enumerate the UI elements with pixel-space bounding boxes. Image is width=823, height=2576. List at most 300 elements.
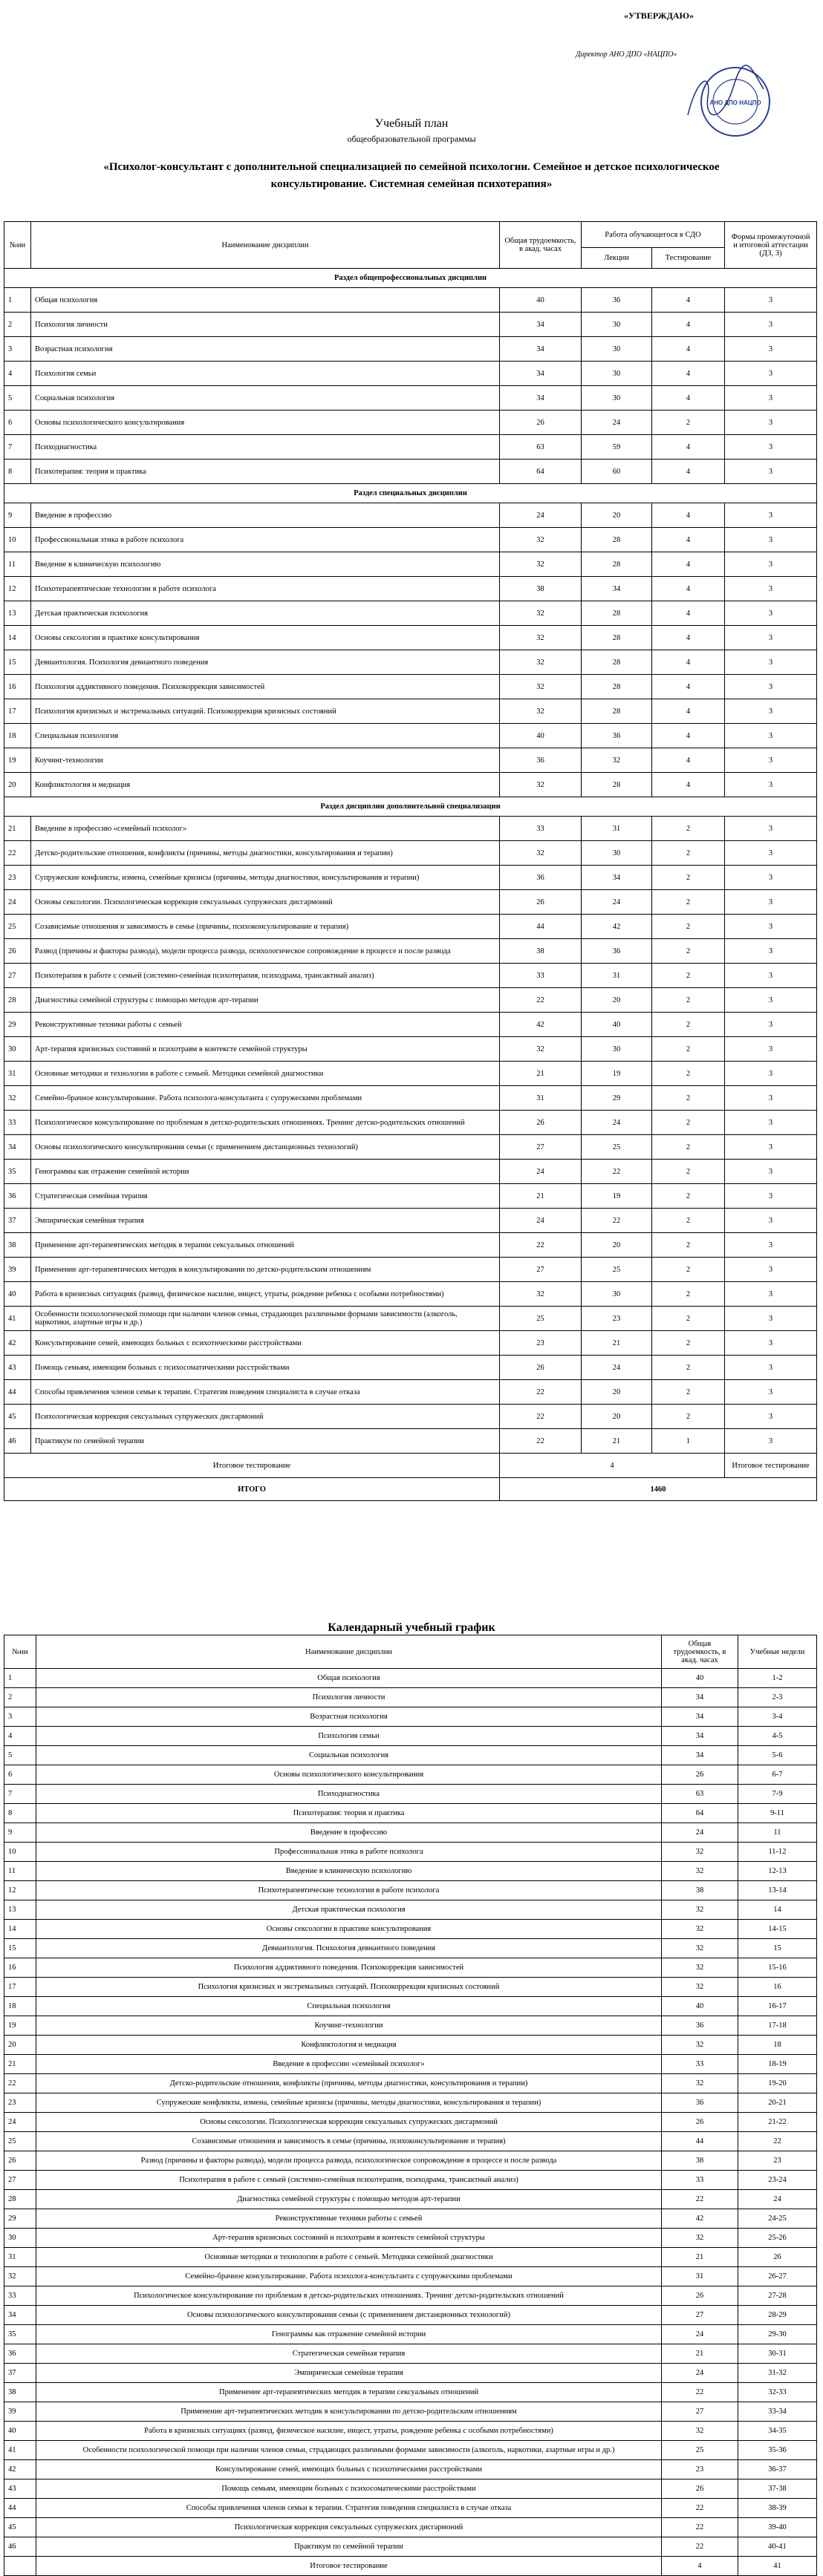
table-row [4, 1958, 817, 1978]
study-weeks: 5-6 [738, 1746, 817, 1765]
lecture-hours: 30 [582, 313, 652, 337]
row-number: 43 [4, 1356, 31, 1380]
table-row [4, 2016, 817, 2036]
total-hours: 26 [500, 1111, 582, 1135]
table-row [4, 2248, 817, 2267]
row-number: 45 [4, 1405, 31, 1429]
study-weeks: 19-20 [738, 2074, 817, 2093]
table-row [4, 2055, 817, 2074]
testing-hours: 4 [652, 699, 725, 724]
discipline-name: Специальная психология [31, 724, 500, 748]
table-row [4, 1209, 817, 1233]
discipline-name: Девиантология. Психология девиантного поведения [31, 650, 500, 675]
table-row [4, 2383, 817, 2402]
study-weeks: 18-19 [738, 2055, 817, 2074]
row-number: 39 [4, 2402, 36, 2422]
row-number: 12 [4, 577, 31, 601]
discipline-name: Психологическая коррекция сексуальных супружеских дисгармоний [36, 2518, 662, 2537]
discipline-name: Конфликтология и медиация [31, 773, 500, 797]
table-row [4, 288, 817, 313]
table-row [4, 2441, 817, 2460]
table-row [4, 1013, 817, 1037]
row-number: 18 [4, 1997, 36, 2016]
total-hours: 32 [500, 601, 582, 626]
discipline-name: Введение в клиническую психологию [31, 552, 500, 577]
row-number: 14 [4, 1920, 36, 1939]
row-number: 41 [4, 1307, 31, 1331]
study-weeks: 30-31 [738, 2344, 817, 2364]
row-number: 34 [4, 2306, 36, 2325]
section-header-row [4, 269, 817, 288]
table-row [4, 890, 817, 915]
table-row [4, 552, 817, 577]
row-number: 23 [4, 2093, 36, 2113]
lecture-hours: 19 [582, 1184, 652, 1209]
study-weeks: 12-13 [738, 1862, 817, 1881]
discipline-name: Эмпирическая семейная терапия [31, 1209, 500, 1233]
total-hours: 26 [662, 2479, 738, 2499]
attestation-form: 3 [725, 915, 817, 939]
testing-hours: 2 [652, 1307, 725, 1331]
row-number: 11 [4, 552, 31, 577]
attestation-form: 3 [725, 1258, 817, 1282]
attestation-form: 3 [725, 1307, 817, 1331]
lecture-hours: 30 [582, 1037, 652, 1062]
lecture-hours: 20 [582, 1380, 652, 1405]
testing-hours: 2 [652, 964, 725, 988]
lecture-hours: 20 [582, 503, 652, 528]
attestation-form: 3 [725, 890, 817, 915]
total-hours: 40 [662, 1997, 738, 2016]
total-hours: 42 [500, 1013, 582, 1037]
row-number: 41 [4, 2441, 36, 2460]
attestation-form: 3 [725, 1135, 817, 1160]
attestation-form: 3 [725, 601, 817, 626]
table-row [4, 1727, 817, 1746]
testing-hours: 4 [652, 528, 725, 552]
testing-hours: 2 [652, 1282, 725, 1307]
testing-hours: 1 [652, 1429, 725, 1454]
total-hours: 32 [662, 1958, 738, 1978]
discipline-name: Детская практическая психология [36, 1900, 662, 1920]
row-number: 20 [4, 773, 31, 797]
table-row [4, 1746, 817, 1765]
lecture-hours: 34 [582, 866, 652, 890]
discipline-name: Психология семьи [31, 362, 500, 386]
testing-hours: 4 [652, 748, 725, 773]
total-hours: 64 [662, 1804, 738, 1823]
lecture-hours: 31 [582, 964, 652, 988]
study-weeks: 14-15 [738, 1920, 817, 1939]
table-row [4, 1380, 817, 1405]
row-number: 10 [4, 528, 31, 552]
discipline-name: Основы психологического консультирования [36, 1765, 662, 1785]
discipline-name: Психотерапия: теория и практика [36, 1804, 662, 1823]
study-weeks: 21-22 [738, 2113, 817, 2132]
testing-hours: 4 [652, 288, 725, 313]
discipline-name: Развод (причины и факторы развода), модели процесса развода, психологическое сопровождение в процессе и после развода [36, 2151, 662, 2171]
row-number: 21 [4, 2055, 36, 2074]
row-number: 43 [4, 2479, 36, 2499]
discipline-name: Психология семьи [36, 1727, 662, 1746]
table-row [4, 313, 817, 337]
study-weeks: 4-5 [738, 1727, 817, 1746]
total-hours: 24 [500, 1160, 582, 1184]
total-hours: 32 [500, 699, 582, 724]
lecture-hours: 24 [582, 411, 652, 435]
row-number: 30 [4, 1037, 31, 1062]
testing-hours: 4 [652, 503, 725, 528]
table-row [4, 1843, 817, 1862]
attestation-form: 3 [725, 1233, 817, 1258]
study-weeks: 24 [738, 2190, 817, 2209]
table-row [4, 1062, 817, 1086]
total-hours: 31 [500, 1086, 582, 1111]
row-number: 19 [4, 2016, 36, 2036]
attestation-form: 3 [725, 1209, 817, 1233]
lecture-hours: 28 [582, 601, 652, 626]
study-weeks: 39-40 [738, 2518, 817, 2537]
study-weeks: 16-17 [738, 1997, 817, 2016]
row-number: 37 [4, 1209, 31, 1233]
lecture-hours: 30 [582, 362, 652, 386]
attestation-form: 3 [725, 386, 817, 411]
attestation-form: 3 [725, 650, 817, 675]
plan-subtitle: общеобразовательной программы [347, 134, 476, 144]
row-number: 25 [4, 915, 31, 939]
testing-hours: 4 [652, 362, 725, 386]
discipline-name: Работа в кризисных ситуациях (развод, физическое насилие, инцест, утраты, рождение ребенка с особыми потребностями) [36, 2422, 662, 2441]
lecture-hours: 19 [582, 1062, 652, 1086]
study-weeks: 32-33 [738, 2383, 817, 2402]
attestation-form: 3 [725, 1405, 817, 1429]
study-weeks: 11-12 [738, 1843, 817, 1862]
attestation-form: 3 [725, 675, 817, 699]
row-number: 29 [4, 1013, 31, 1037]
study-weeks: 2-3 [738, 1688, 817, 1707]
testing-hours: 4 [652, 435, 725, 460]
discipline-name: Девиантология. Психология девиантного поведения [36, 1939, 662, 1958]
testing-hours: 4 [652, 337, 725, 362]
study-weeks: 40-41 [738, 2537, 817, 2557]
lecture-hours: 23 [582, 1307, 652, 1331]
table-row [4, 1823, 817, 1843]
discipline-name: Психотерапия: теория и практика [31, 460, 500, 484]
table-row [4, 1111, 817, 1135]
table-row [4, 1900, 817, 1920]
study-weeks: 11 [738, 1823, 817, 1843]
attestation-form: 3 [725, 528, 817, 552]
total-hours: 25 [500, 1307, 582, 1331]
row-number: 24 [4, 2113, 36, 2132]
table-row [4, 2113, 817, 2132]
table-row [4, 2325, 817, 2344]
lecture-hours: 28 [582, 650, 652, 675]
study-weeks: 20-21 [738, 2093, 817, 2113]
stamp-text: АНО ДПО НАЦПО [709, 99, 761, 106]
testing-hours: 2 [652, 1013, 725, 1037]
testing-hours: 4 [652, 460, 725, 484]
table-row [4, 817, 817, 841]
study-weeks: 35-36 [738, 2441, 817, 2460]
col-testing-header: Тестирование [652, 248, 725, 269]
discipline-name: Основные методики и технологии в работе с семьей. Методики семейной диагностики [36, 2248, 662, 2267]
attestation-form: 3 [725, 1282, 817, 1307]
lecture-hours: 34 [582, 577, 652, 601]
row-number: 12 [4, 1881, 36, 1900]
discipline-name: Введение в профессию «семейный психолог» [36, 2055, 662, 2074]
discipline-name: Конфликтология и медиация [36, 2036, 662, 2055]
director-title: Директор АНО ДПО «НАЦПО» [576, 50, 677, 59]
discipline-name: Созависимые отношения и зависимость в семье (причины, психоконсультирование и терапия) [31, 915, 500, 939]
table-row [4, 2402, 817, 2422]
table-row [4, 724, 817, 748]
discipline-name: Эмпирическая семейная терапия [36, 2364, 662, 2383]
discipline-name: Практикум по семейной терапии [36, 2537, 662, 2557]
table-row [4, 460, 817, 484]
row-number: 40 [4, 1282, 31, 1307]
testing-hours: 2 [652, 1331, 725, 1356]
discipline-name: Супружеские конфликты, измена, семейные кризисы (причины, методы диагностики, консультирования и терапии) [31, 866, 500, 890]
lecture-hours: 28 [582, 552, 652, 577]
row-number: 32 [4, 2267, 36, 2286]
table-row [4, 2190, 817, 2209]
total-hours: 21 [500, 1062, 582, 1086]
discipline-name: Коучинг-технологии [31, 748, 500, 773]
total-hours: 36 [500, 866, 582, 890]
attestation-form: 3 [725, 699, 817, 724]
total-hours: 42 [662, 2209, 738, 2229]
discipline-name: Семейно-брачное консультирование. Работа психолога-консультанта с супружескими проблемами [31, 1086, 500, 1111]
testing-hours: 2 [652, 1209, 725, 1233]
total-hours: 33 [500, 964, 582, 988]
study-weeks: 14 [738, 1900, 817, 1920]
testing-hours: 2 [652, 411, 725, 435]
attestation-form: 3 [725, 1037, 817, 1062]
total-hours: 64 [500, 460, 582, 484]
row-number: 15 [4, 650, 31, 675]
discipline-name: Способы привлечения членов семьи к терапии. Стратегия поведения специалиста в случае отказа [31, 1380, 500, 1405]
table-row [4, 1881, 817, 1900]
testing-hours: 2 [652, 915, 725, 939]
attestation-form: 3 [725, 503, 817, 528]
total-hours: 22 [500, 988, 582, 1013]
attestation-form: 3 [725, 460, 817, 484]
lecture-hours: 24 [582, 1111, 652, 1135]
attestation-form: 3 [725, 362, 817, 386]
study-weeks: 3-4 [738, 1707, 817, 1727]
attestation-form: 3 [725, 748, 817, 773]
row-number: 25 [4, 2132, 36, 2151]
total-hours: 22 [662, 2537, 738, 2557]
table-row [4, 2344, 817, 2364]
total-hours: 32 [500, 552, 582, 577]
total-hours: 26 [500, 411, 582, 435]
discipline-name: Применение арт-терапевтических методик в консультировании по детско-родительским отношениям [31, 1258, 500, 1282]
table-row [4, 1862, 817, 1881]
table-row [4, 362, 817, 386]
calendar-title: Календарный учебный график [328, 1621, 495, 1634]
section-header-row [4, 797, 817, 817]
discipline-name: Психотерапевтические технологии в работе психолога [36, 1881, 662, 1900]
lecture-hours: 28 [582, 773, 652, 797]
final-test-row [4, 1454, 817, 1478]
discipline-name: Психодиагностика [31, 435, 500, 460]
lecture-hours: 36 [582, 288, 652, 313]
table-row [4, 2306, 817, 2325]
study-weeks: 9-11 [738, 1804, 817, 1823]
row-number: 11 [4, 1862, 36, 1881]
table-row [4, 2151, 817, 2171]
cal-col-name-header: Наименование дисциплин [36, 1635, 662, 1669]
discipline-name: Детская практическая психология [31, 601, 500, 626]
lecture-hours: 21 [582, 1331, 652, 1356]
total-hours: 24 [500, 503, 582, 528]
table-row [4, 1233, 817, 1258]
study-weeks: 1-2 [738, 1669, 817, 1688]
row-number: 7 [4, 435, 31, 460]
table-row [4, 1785, 817, 1804]
discipline-name: Консультирование семей, имеющих больных с психотическими расстройствами [36, 2460, 662, 2479]
total-hours-value: 1460 [500, 1478, 817, 1501]
lecture-hours: 25 [582, 1258, 652, 1282]
row-number: 30 [4, 2229, 36, 2248]
study-weeks: 6-7 [738, 1765, 817, 1785]
row-number: 27 [4, 964, 31, 988]
table-row [4, 1037, 817, 1062]
discipline-name: Психодиагностика [36, 1785, 662, 1804]
cal-col-hours-header: Общая трудоемкость, в акад. часах [662, 1635, 738, 1669]
total-hours: 24 [662, 1823, 738, 1843]
discipline-name: Профессиональная этика в работе психолога [36, 1843, 662, 1862]
row-number: 8 [4, 1804, 36, 1823]
study-weeks: 31-32 [738, 2364, 817, 2383]
table-row [4, 1282, 817, 1307]
testing-hours: 4 [652, 675, 725, 699]
discipline-name: Специальная психология [36, 1997, 662, 2016]
table-row [4, 773, 817, 797]
study-weeks: 7-9 [738, 1785, 817, 1804]
lecture-hours: 30 [582, 841, 652, 866]
discipline-name: Психология кризисных и экстремальных ситуаций. Психокоррекция кризисных состояний [36, 1978, 662, 1997]
study-weeks: 18 [738, 2036, 817, 2055]
table-row [4, 675, 817, 699]
total-hours: 40 [500, 724, 582, 748]
study-weeks: 22 [738, 2132, 817, 2151]
row-number: 46 [4, 2537, 36, 2557]
final-test-hours: 4 [500, 1454, 725, 1478]
discipline-name: Психология личности [31, 313, 500, 337]
total-hours: 32 [662, 2229, 738, 2248]
total-hours: 63 [500, 435, 582, 460]
discipline-name: Стратегическая семейная терапия [36, 2344, 662, 2364]
discipline-name: Психотерапия в работе с семьей (системно-семейная психотерапия, психодрама, трансактный анализ) [36, 2171, 662, 2190]
study-weeks: 29-30 [738, 2325, 817, 2344]
attestation-form: 3 [725, 1331, 817, 1356]
discipline-name: Основы сексологии в практике консультирования [36, 1920, 662, 1939]
row-number: 1 [4, 1669, 36, 1688]
total-hours: 22 [662, 2499, 738, 2518]
study-weeks: 27-28 [738, 2286, 817, 2306]
testing-hours: 2 [652, 1111, 725, 1135]
row-number: 31 [4, 1062, 31, 1086]
plan-title: Учебный план [374, 117, 449, 130]
discipline-name: Коучинг-технологии [36, 2016, 662, 2036]
total-hours: 36 [662, 2016, 738, 2036]
table-row [4, 939, 817, 964]
lecture-hours: 36 [582, 939, 652, 964]
table-row [4, 2537, 817, 2557]
total-hours: 38 [500, 577, 582, 601]
total-hours: 34 [500, 386, 582, 411]
discipline-name: Детско-родительские отношения, конфликты (причины, методы диагностики, консультирования и терапии) [31, 841, 500, 866]
lecture-hours: 25 [582, 1135, 652, 1160]
attestation-form: 3 [725, 1380, 817, 1405]
row-number: 36 [4, 1184, 31, 1209]
total-hours: 32 [662, 1978, 738, 1997]
discipline-name: Основы сексологии. Психологическая коррекция сексуальных супружеских дисгармоний [31, 890, 500, 915]
testing-hours: 4 [652, 577, 725, 601]
total-hours: 32 [500, 1282, 582, 1307]
testing-hours: 2 [652, 1037, 725, 1062]
table-row [4, 699, 817, 724]
total-hours: 26 [500, 1356, 582, 1380]
total-hours: 24 [662, 2325, 738, 2344]
total-hours: 24 [662, 2364, 738, 2383]
total-hours: 44 [500, 915, 582, 939]
total-hours: 34 [662, 1727, 738, 1746]
total-hours: 32 [662, 2074, 738, 2093]
row-number: 40 [4, 2422, 36, 2441]
testing-hours: 4 [652, 552, 725, 577]
lecture-hours: 30 [582, 337, 652, 362]
discipline-name: Социальная психология [36, 1746, 662, 1765]
col-num-header: №нн [4, 222, 31, 269]
attestation-form: 3 [725, 1013, 817, 1037]
discipline-name: Применение арт-терапевтических методик в терапии сексуальных отношений [31, 1233, 500, 1258]
attestation-form: 3 [725, 288, 817, 313]
study-weeks: 36-37 [738, 2460, 817, 2479]
lecture-hours: 32 [582, 748, 652, 773]
discipline-name: Психотерапия в работе с семьей (системно-семейная психотерапия, психодрама, трансактный анализ) [31, 964, 500, 988]
row-number: 34 [4, 1135, 31, 1160]
row-number: 36 [4, 2344, 36, 2364]
study-weeks: 23-24 [738, 2171, 817, 2190]
testing-hours: 2 [652, 890, 725, 915]
total-hours: 32 [500, 841, 582, 866]
discipline-name: Введение в профессию [36, 1823, 662, 1843]
table-row [4, 2460, 817, 2479]
row-number: 7 [4, 1785, 36, 1804]
attestation-form: 3 [725, 577, 817, 601]
table-row [4, 2171, 817, 2190]
discipline-name: Детско-родительские отношения, конфликты (причины, методы диагностики, консультирования и терапии) [36, 2074, 662, 2093]
total-hours: 34 [662, 1688, 738, 1707]
row-number: 33 [4, 2286, 36, 2306]
table-row [4, 2364, 817, 2383]
study-weeks: 26-27 [738, 2267, 817, 2286]
total-hours: 21 [662, 2344, 738, 2364]
row-number: 14 [4, 626, 31, 650]
table-row [4, 1405, 817, 1429]
total-hours: 38 [662, 1881, 738, 1900]
discipline-name: Основы психологического консультирования [31, 411, 500, 435]
row-number: 22 [4, 841, 31, 866]
row-number: 9 [4, 1823, 36, 1843]
attestation-form: 3 [725, 866, 817, 890]
discipline-name: Стратегическая семейная терапия [31, 1184, 500, 1209]
row-number: 37 [4, 2364, 36, 2383]
